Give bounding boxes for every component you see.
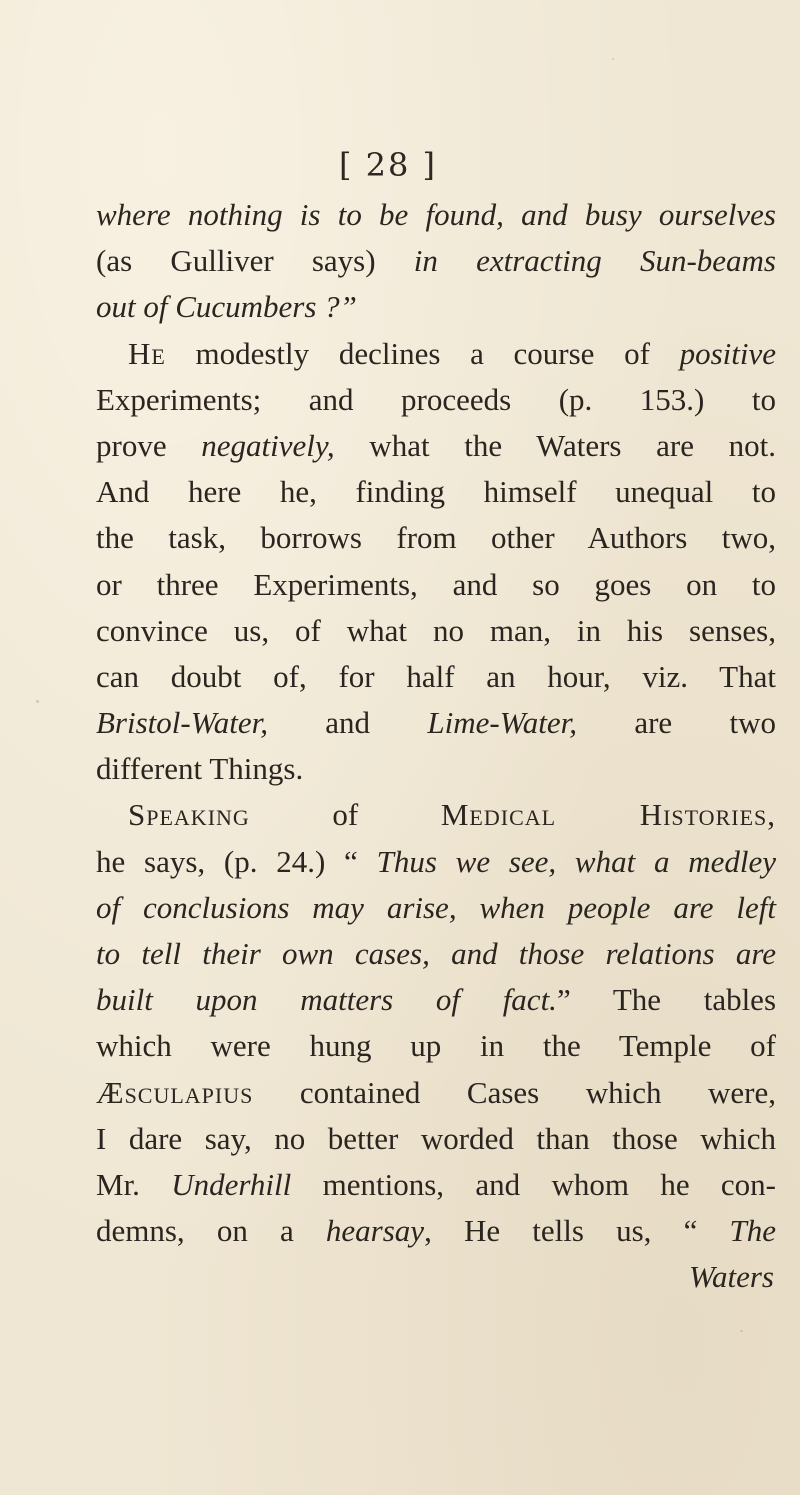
roman-text: ” The tables: [556, 982, 777, 1018]
roman-text: are two: [576, 705, 776, 741]
italic-text: Lime-Water,: [427, 705, 577, 741]
italic-text: where nothing is to be found, and busy ourselves: [96, 197, 776, 232]
small-caps-text: Speaking: [128, 797, 250, 833]
roman-text: contained Cases which were,: [253, 1074, 776, 1110]
roman-text: of: [249, 797, 441, 833]
roman-text: or three Experiments, and so goes on to: [96, 566, 776, 602]
text-line: [96, 608, 776, 654]
text-line: [96, 377, 776, 423]
roman-text: convince us, of what no man, in his senses,: [96, 612, 776, 648]
text-line: [96, 885, 776, 931]
text-line: [96, 423, 776, 469]
italic-text: hearsay: [325, 1213, 425, 1249]
roman-text: , He tells us, “: [424, 1213, 730, 1249]
text-line: [96, 284, 776, 330]
text-line: [96, 746, 776, 792]
paper-speck: [36, 700, 39, 703]
italic-text: of conclusions may arise, when people are left: [96, 889, 776, 925]
text-line: [96, 192, 776, 238]
text-line: [96, 238, 776, 284]
small-caps-text: Æsculapius: [96, 1074, 254, 1110]
text-line: [96, 331, 776, 377]
italic-text: to tell their own cases, and those relations are: [96, 936, 776, 971]
italic-text: in extracting Sun-beams: [413, 243, 776, 279]
italic-text: out of Cucumbers ?”: [96, 289, 357, 325]
text-line: [96, 1023, 776, 1069]
italic-text: positive: [679, 335, 776, 371]
text-line: [96, 562, 776, 608]
text-line: [96, 792, 776, 838]
roman-text: the task, borrows from other Authors two,: [96, 520, 776, 556]
text-line: [96, 931, 776, 977]
roman-text: demns, on a: [96, 1213, 326, 1249]
italic-text: Bristol-Water,: [96, 705, 268, 741]
roman-text: And here he, finding himself unequal to: [96, 474, 776, 510]
roman-text: I dare say, no better worded than those which: [96, 1120, 776, 1156]
paper-speck: [740, 1330, 743, 1332]
text-line: [96, 1070, 776, 1116]
roman-text: Mr.: [96, 1166, 172, 1202]
text-line: [96, 700, 776, 746]
text-line: [96, 977, 776, 1023]
text-line: [96, 1208, 776, 1254]
roman-text: and: [267, 705, 428, 741]
catchword: Waters: [689, 1259, 774, 1295]
roman-text: which were hung up in the Temple of: [96, 1028, 776, 1064]
roman-text: mentions, and whom he con-: [291, 1166, 776, 1202]
italic-text: Thus we see, what a medley: [376, 843, 776, 879]
roman-text: prove: [96, 427, 202, 463]
italic-text: built upon matters of fact.: [96, 982, 557, 1018]
text-line: [96, 1116, 776, 1162]
text-line: [96, 839, 776, 885]
text-line: [96, 469, 776, 515]
italic-text: negatively,: [201, 427, 335, 463]
catchword-line: [96, 1254, 776, 1300]
roman-text: what the Waters are not.: [334, 427, 776, 463]
page-number: [ 28 ]: [338, 146, 438, 184]
roman-text: he says, (p. 24.) “: [96, 843, 377, 879]
roman-text: (as Gulliver says): [96, 243, 414, 279]
roman-text: Experiments; and proceeds (p. 153.) to: [96, 381, 776, 417]
text-line: [96, 654, 776, 700]
paper-speck: [612, 58, 614, 60]
text-line: [96, 1162, 776, 1208]
italic-text: The: [729, 1213, 776, 1249]
text-line: [96, 515, 776, 561]
roman-text: different Things.: [96, 751, 304, 787]
italic-text: Underhill: [171, 1166, 292, 1202]
roman-text: can doubt of, for half an hour, viz. That: [96, 658, 776, 694]
small-caps-text: Medical Histories,: [440, 797, 776, 833]
roman-text: modestly declines a course of: [165, 335, 680, 371]
small-caps-text: He: [128, 335, 166, 371]
body-text: [96, 192, 776, 1301]
